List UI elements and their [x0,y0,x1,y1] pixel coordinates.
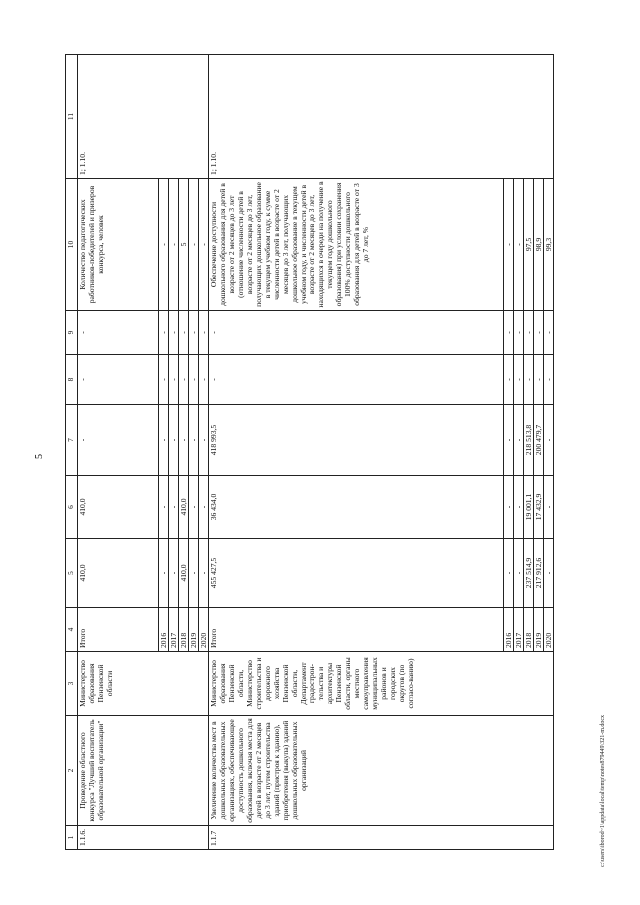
funding-regional: 410,0 [78,476,159,539]
funding-regional: - [189,476,199,539]
funding-local: - [159,355,169,405]
year-cell: 2020 [199,608,209,652]
funding-local: - [524,355,534,405]
funding-federal: - [514,405,524,476]
funding-regional: - [544,476,554,539]
measure-number: 1.1.7 [209,826,554,850]
funding-local: - [534,355,544,405]
indicator-value: - [159,179,169,311]
indicator-name: Количество педагогических работников-победителей и призеров конкурса, человек [78,179,159,311]
year-cell: 2019 [534,608,544,652]
year-cell: 2020 [544,608,554,652]
funding-total: - [159,539,169,608]
measure-executor: Министерство образования Пензенской области [78,652,209,716]
funding-local: - [544,355,554,405]
indicator-name: Обеспечение доступности дошкольного образования для детей в возрасте от 2 месяцев до 3 лет (отношение численности детей в возрасте от 2 месяцев до 3 лет, получающих дошкольное образование в текущем учебном году, к сумме численности детей в возрасте от 2 месяцев до 3 лет, получающих дошкольное образование в текущем учебном году, и численности детей в возрасте от 2 месяцев до 3 лет, находящихся в очереди на получение в текущем году дошкольного образования) при условии сохранения 100% доступности дошкольного образования для детей в возрасте от 3 до 7 лет, % [209,179,504,311]
funding-other: - [78,311,159,355]
column-number: 3 [66,652,78,716]
funding-other: - [209,311,504,355]
funding-local: - [169,355,179,405]
program-measures-table [65,54,554,850]
funding-total: - [544,539,554,608]
funding-other: - [199,311,209,355]
funding-regional: - [514,476,524,539]
funding-federal: - [544,405,554,476]
column-number: 11 [66,55,78,179]
funding-regional: - [159,476,169,539]
column-number: 7 [66,405,78,476]
funding-total: 455 427,5 [209,539,504,608]
column-number: 6 [66,476,78,539]
funding-other: - [504,311,514,355]
funding-local: - [78,355,159,405]
funding-local: - [199,355,209,405]
indicator-value: 97,5 [524,179,534,311]
funding-federal: - [189,405,199,476]
funding-local: - [504,355,514,405]
funding-total: - [169,539,179,608]
indicator-value: - [169,179,179,311]
indicator-value: - [199,179,209,311]
funding-total: 410,0 [78,539,159,608]
measure-total-row [209,55,504,850]
year-cell: 2018 [524,608,534,652]
funding-total: 237 514,9 [524,539,534,608]
funding-other: - [544,311,554,355]
funding-total: - [189,539,199,608]
funding-total: 217 912,6 [534,539,544,608]
period-cell: Итого [78,608,159,652]
column-number: 4 [66,608,78,652]
column-number: 5 [66,539,78,608]
funding-total: - [504,539,514,608]
funding-federal: - [199,405,209,476]
column-number: 2 [66,716,78,826]
indicator-value: 98,9 [534,179,544,311]
funding-federal: 200 479,7 [534,405,544,476]
indicator-value: 99,3 [544,179,554,311]
goal-reference: 1; 1.10. [78,55,209,179]
indicator-value: - [504,179,514,311]
funding-regional: 410,0 [179,476,189,539]
file-path-footer: c:\users\iborod~1\appdata\local\temp\notes879449\321-m.docx [600,714,606,867]
measure-number: 1.1.6. [78,826,209,850]
funding-regional: 17 432,9 [534,476,544,539]
funding-federal: 218 513,8 [524,405,534,476]
year-cell: 2016 [159,608,169,652]
funding-total: 410,0 [179,539,189,608]
funding-other: - [514,311,524,355]
period-cell: Итого [209,608,504,652]
indicator-value: 5 [179,179,189,311]
funding-federal: - [179,405,189,476]
funding-other: - [189,311,199,355]
measure-executor: Министерство образования Пензенской области, Министерство строительства и дорожного хозяйства Пензенской области, Департамент градострон-тельства и архитектуры Пензенской области, органы местного самоуправления муниципальных районов и городских округов (по согласо-ванию) [209,652,554,716]
funding-federal: 418 993,5 [209,405,504,476]
column-number-row [66,55,78,850]
column-number: 1 [66,826,78,850]
page-number: 5 [34,454,45,459]
funding-local: - [209,355,504,405]
column-number: 9 [66,311,78,355]
funding-other: - [159,311,169,355]
funding-federal: - [159,405,169,476]
funding-federal: - [504,405,514,476]
funding-regional: - [199,476,209,539]
measure-name: Проведение областного конкурса "Лучший воспитатель образовательной организации" [78,716,209,826]
column-number: 10 [66,179,78,311]
funding-total: - [514,539,524,608]
year-cell: 2017 [169,608,179,652]
funding-local: - [189,355,199,405]
year-cell: 2016 [504,608,514,652]
goal-reference: 1; 1.10. [209,55,554,179]
funding-federal: - [78,405,159,476]
column-number: 8 [66,355,78,405]
year-cell: 2017 [514,608,524,652]
funding-other: - [179,311,189,355]
funding-regional: 19 001,1 [524,476,534,539]
funding-regional: - [169,476,179,539]
indicator-value: - [189,179,199,311]
funding-other: - [534,311,544,355]
funding-local: - [179,355,189,405]
year-cell: 2018 [179,608,189,652]
funding-federal: - [169,405,179,476]
funding-other: - [524,311,534,355]
funding-other: - [169,311,179,355]
measure-total-row [78,55,159,850]
funding-regional: 36 434,0 [209,476,504,539]
funding-regional: - [504,476,514,539]
year-cell: 2019 [189,608,199,652]
measure-name: Увеличение количества мест в дошкольных образовательных организациях, обеспечивающее доступность дошкольного образования, включая места для детей в возрасте от 2 месяцев до 3 лет, путем строительства зданий (пристроя к зданию), приобретения (выкупа) зданий дошкольных образовательных организаций [209,716,554,826]
indicator-value: - [514,179,524,311]
funding-total: - [199,539,209,608]
funding-local: - [514,355,524,405]
